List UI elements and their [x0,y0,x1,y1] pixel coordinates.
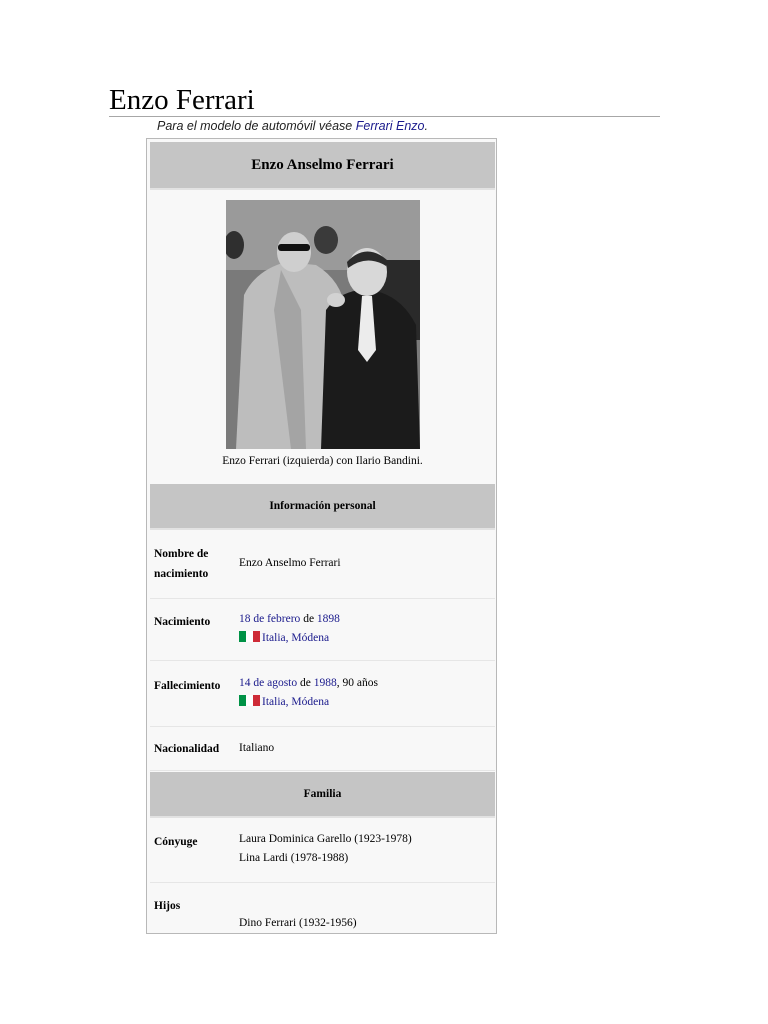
value-children: Dino Ferrari (1932-1956) [239,917,357,929]
row-spouse [150,818,495,883]
spouse-entry: Lina Lardi (1978-1988) [239,852,349,864]
section-header-personal: Información personal [150,484,495,530]
value-birth [239,610,340,648]
row-birth [150,600,495,661]
label-spouse: Cónyuge [154,836,198,848]
value-birth-name: Enzo Anselmo Ferrari [239,557,341,569]
hatnote-text: Para el modelo de automóvil véase [157,119,356,133]
portrait-photo [226,200,420,449]
row-children [150,884,495,932]
label-death: Fallecimiento [154,680,221,692]
text-age: , 90 años [336,677,378,689]
infobox [146,138,497,934]
text-de: de [300,613,317,625]
value-nationality: Italiano [239,742,275,754]
section-header-family: Familia [150,772,495,818]
label-birth: Nacimiento [154,616,211,628]
link-death-date[interactable]: 14 de agosto [239,677,298,689]
title-divider [109,116,660,117]
hatnote-link-ferrari-enzo[interactable]: Ferrari Enzo [355,119,425,133]
row-birth-name [150,530,495,599]
label-children: Hijos [154,900,181,912]
text-de: de [297,677,314,689]
row-death [150,662,495,727]
italy-flag-icon [239,695,260,706]
hatnote-suffix: . [424,119,428,133]
hatnote [157,119,428,133]
label-line: Nombre de [154,548,209,560]
link-birth-year[interactable]: 1898 [316,613,340,625]
link-birth-place[interactable]: Italia, Módena [262,632,330,644]
label-line: nacimiento [154,568,209,580]
spouse-entry: Laura Dominica Garello (1923-1978) [239,833,412,845]
value-spouse [239,830,412,868]
link-death-place[interactable]: Italia, Módena [262,696,330,708]
link-birth-date[interactable]: 18 de febrero [239,613,301,625]
label-nationality: Nacionalidad [154,743,220,755]
row-nationality [150,728,495,771]
page-title: Enzo Ferrari [109,84,255,116]
infobox-name: Enzo Anselmo Ferrari [150,142,495,190]
image-caption: Enzo Ferrari (izquierda) con Ilario Bandini. [222,455,423,467]
link-death-year[interactable]: 1988 [313,677,337,689]
italy-flag-icon [239,631,260,642]
label-birth-name [154,544,208,584]
portrait-photo-graphic [226,200,420,449]
value-death [239,674,378,712]
